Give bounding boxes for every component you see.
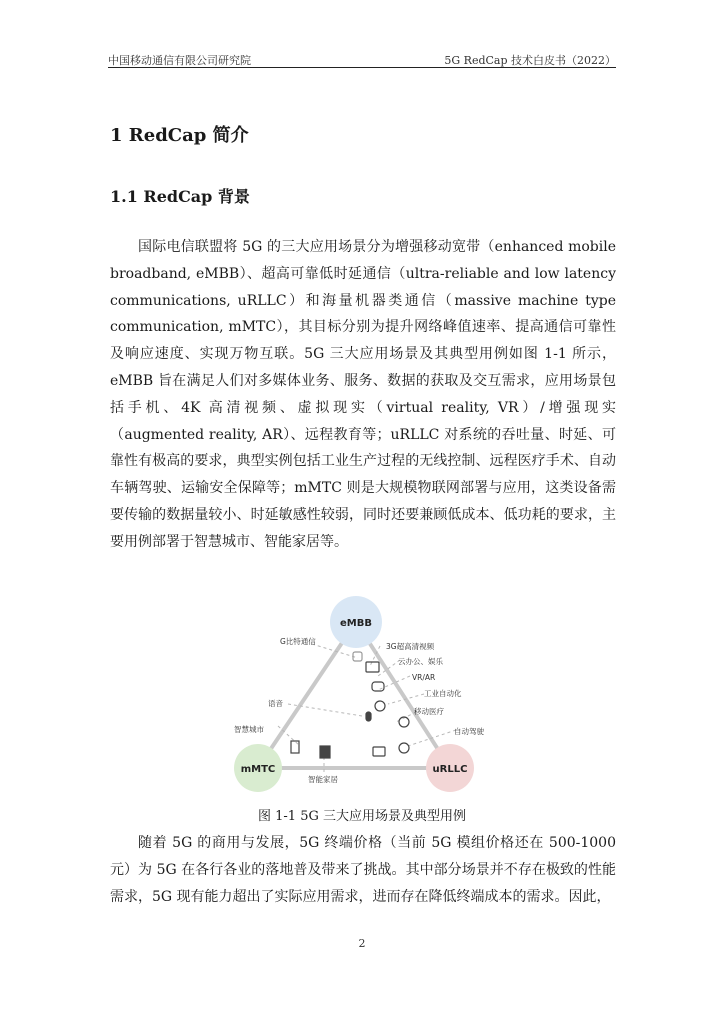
label-voice: 语音 <box>268 699 283 708</box>
video-icon <box>366 662 379 672</box>
voice-icon <box>366 712 371 721</box>
label-medical: 移动医疗 <box>414 707 444 716</box>
label-industry: 工业自动化 <box>424 689 462 698</box>
cloud-icon <box>372 682 384 691</box>
scenario-diagram <box>228 596 498 792</box>
figure-caption: 图 1-1 5G 三大应用场景及典型用例 <box>258 809 466 824</box>
medical-icon <box>399 743 409 753</box>
label-cloud: 云办公、娱乐 <box>398 657 443 666</box>
header-rule <box>108 67 616 68</box>
use-case-icons <box>291 652 409 758</box>
smartcity-icon <box>291 741 299 753</box>
node-urllc-label: uRLLC <box>432 764 468 775</box>
paragraph-cost: 随着 5G 的商用与发展，5G 终端价格（当前 5G 模组价格还在 500-1000 元）为 5G 在各行各业的落地普及带来了挑战。其中部分场景并不存在极致的性能需求，5G 现有能力超出了实际应用需求，进而存在降低终端成本的需求。因此， <box>110 835 616 905</box>
page-number: 2 <box>358 937 366 950</box>
smarthome-icon <box>320 746 330 758</box>
label-gbps: G比特通信 <box>280 637 316 646</box>
label-3d-video: 3G超高清视频 <box>386 642 435 651</box>
header-document-title: 5G RedCap 技术白皮书（2022） <box>444 54 616 67</box>
node-embb-label: eMBB <box>340 618 372 629</box>
paragraph-background: 国际电信联盟将 5G 的三大应用场景分为增强移动宽带（enhanced mobile broadband, eMBB）、超高可靠低时延通信（ultra-reliable and low latency communications, uRLLC）和海量机器类通信（massive machine type communication, mMTC），其目标分别为提升网络峰值速率、提高通信可靠性及响应速度、实现万物互联。5G 三大应用场景及其典型用例如图 1-1 所示，eMBB 旨在满足人们对多媒体业务、服务、数据的获取及交互需求，应用场景包括手机、4K 高清视频、虚拟现实（virtual reality, VR）/增强现实（augmented reality, AR）、远程教育等；uRLLC 对系统的吞吐量、时延、可靠性有极高的要求，典型实例包括工业生产过程的无线控制、远程医疗手术、自动车辆驾驶、运输安全保障等；mMTC 则是大规模物联网部署与应用，这类设备需要传输的数据量较小、时延敏感性较弱，同时还要兼顾低成本、低功耗的要求，主要用例部署于智慧城市、智能家居等。 <box>110 239 616 550</box>
label-vrar: VR/AR <box>412 673 436 682</box>
autodrive-icon <box>373 747 385 756</box>
section-title: 1 RedCap 简介 <box>110 125 249 146</box>
scenario-diagram-svg <box>228 596 498 792</box>
vrar-icon <box>375 701 385 711</box>
label-smart-home: 智能家居 <box>308 775 338 784</box>
node-mmtc-label: mMTC <box>240 764 276 775</box>
section-subtitle: 1.1 RedCap 背景 <box>110 187 250 206</box>
label-smart-city: 智慧城市 <box>234 725 264 734</box>
header-organization: 中国移动通信有限公司研究院 <box>108 54 251 67</box>
label-autodrive: 自动驾驶 <box>454 727 484 736</box>
